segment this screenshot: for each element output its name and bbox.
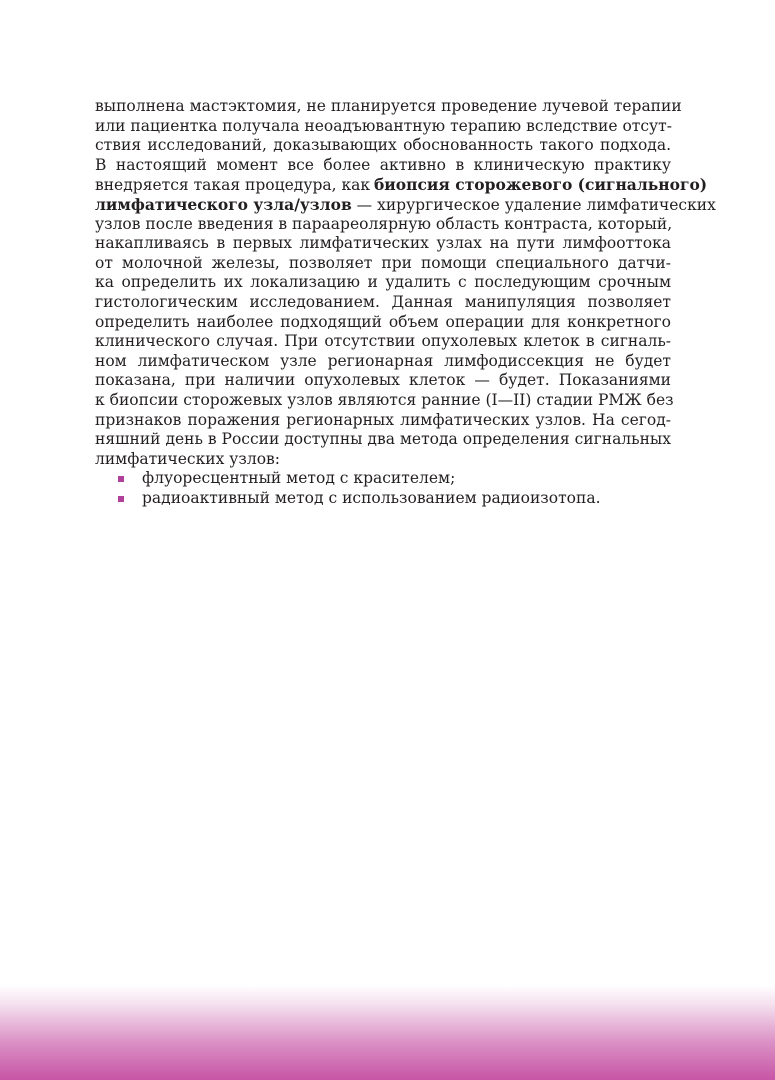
paragraph (95, 97, 716, 469)
text-line: накапливаясь в первых лимфатических узлах на пути лимфооттока (95, 234, 671, 253)
bullet-list (95, 469, 671, 508)
list-item (118, 469, 671, 489)
text-line: к биопсии сторожевых узлов являются ранние (I—II) стадии РМЖ без (95, 390, 674, 409)
text-line: ка определить их локализацию и удалить с последующим срочным (95, 273, 671, 292)
text-line: показана, при наличии опухолевых клеток — будет. Показаниями (95, 371, 671, 390)
text-fragment: — хирургическое удаление лимфатических (351, 195, 716, 214)
text-fragment: внедряется такая процедура, как (95, 176, 371, 195)
text-line: признаков поражения регионарных лимфатических узлов. На сегод- (95, 410, 671, 429)
decorative-bottom-gradient (0, 985, 775, 1080)
text-line: узлов после введения в параареолярную область контраста, который, (95, 214, 673, 233)
text-line: няшний день в России доступны два метода определения сигнальных (95, 430, 671, 449)
bold-term: биопсия сторожевого (сигнального) (373, 175, 708, 195)
text-line: гистологическим исследованием. Данная манипуляция позволяет (95, 292, 671, 311)
list-item (118, 489, 671, 509)
text-line-with-term (95, 175, 708, 195)
text-line-with-term (95, 194, 716, 215)
square-bullet-icon (118, 476, 124, 482)
body-text (95, 97, 716, 508)
text-line: или пациентка получала неоадъювантную терапию вследствие отсут- (95, 116, 672, 135)
list-item-text: флуоресцентный метод с красителем; (142, 469, 456, 488)
text-line: определить наиболее подходящий объем операции для конкретного (95, 312, 671, 331)
text-line: лимфатических узлов: (95, 449, 281, 468)
list-item-text: радиоактивный метод с использованием радиоизотопа. (142, 488, 601, 507)
text-line: выполнена мастэктомия, не планируется проведение лучевой терапии (95, 97, 682, 115)
text-line: клинического случая. При отсутствии опухолевых клеток в сигналь- (95, 332, 671, 351)
bold-term: лимфатического узла/узлов (95, 194, 352, 214)
text-line: В настоящий момент все более активно в клиническую практику (95, 155, 671, 174)
text-line: ном лимфатическом узле регионарная лимфодиссекция не будет (95, 351, 671, 370)
text-line: от молочной железы, позволяет при помощи специального датчи- (95, 253, 671, 272)
text-line: ствия исследований, доказывающих обоснованность такого подхода. (95, 136, 671, 155)
square-bullet-icon (118, 496, 124, 502)
